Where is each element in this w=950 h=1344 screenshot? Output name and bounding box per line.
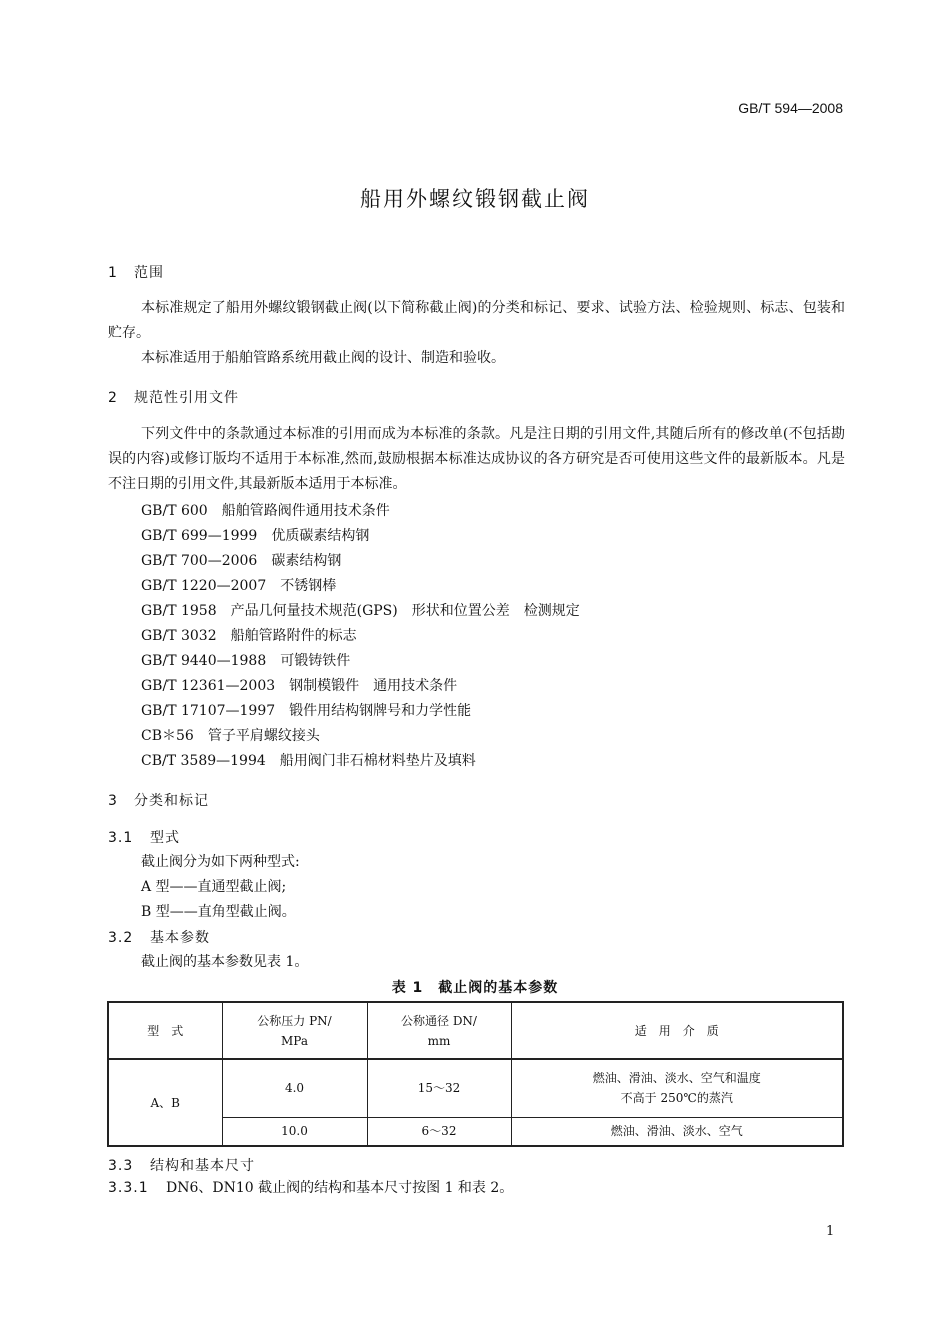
- reference-item: [141, 550, 341, 570]
- reference-code: GB/T 700—2006: [141, 553, 258, 569]
- section-number: 3: [108, 793, 118, 809]
- header-diameter: [367, 1002, 511, 1059]
- section-title: 结构和基本尺寸: [150, 1158, 255, 1174]
- reference-item: [141, 750, 476, 770]
- reference-title: 可锻铸铁件: [280, 653, 351, 669]
- section-number: 3.1: [108, 830, 134, 846]
- table-row: [108, 1059, 843, 1117]
- page-number: 1: [826, 1224, 835, 1239]
- document-title: 船用外螺纹锻钢截止阀: [360, 187, 590, 211]
- reference-code: CB＊56: [141, 728, 194, 744]
- section-3-heading: [108, 790, 209, 810]
- section-2-heading: [108, 387, 239, 407]
- cell-medium: [511, 1059, 843, 1117]
- params-reference-line: 截止阀的基本参数见表 1。: [141, 954, 309, 970]
- type-intro-line: 截止阀分为如下两种型式:: [141, 854, 300, 870]
- cell-medium-line-2: 不高于 250℃的蒸汽: [620, 1091, 733, 1106]
- header-pressure-line-2: MPa: [281, 1033, 308, 1048]
- cell-type: A、B: [108, 1059, 222, 1146]
- header-pressure: [222, 1002, 367, 1059]
- cell-medium-line-1: 燃油、滑油、淡水、空气和温度: [592, 1071, 761, 1086]
- section-title: 型式: [150, 830, 180, 846]
- section-title: 分类和标记: [134, 793, 209, 809]
- reference-code: GB/T 12361—2003: [141, 678, 276, 694]
- section-3-1-heading: [108, 827, 180, 847]
- section-title: 规范性引用文件: [134, 390, 239, 406]
- section-title: 基本参数: [150, 930, 210, 946]
- table-header-row: [108, 1002, 843, 1059]
- cell-pressure: 10.0: [222, 1117, 367, 1146]
- reference-title: 碳素结构钢: [271, 553, 342, 569]
- reference-item: [141, 625, 357, 645]
- reference-item: [141, 700, 471, 720]
- reference-title: 不锈钢棒: [280, 578, 337, 594]
- reference-title: 优质碳素结构钢: [271, 528, 370, 544]
- reference-item: [141, 500, 390, 520]
- standard-number: GB/T 594—2008: [738, 100, 843, 116]
- section-text: DN6、DN10 截止阀的结构和基本尺寸按图 1 和表 2。: [166, 1180, 514, 1196]
- section-title: 范围: [134, 265, 164, 281]
- reference-title: 锻件用结构钢牌号和力学性能: [289, 703, 472, 719]
- header-type: 型 式: [108, 1002, 222, 1059]
- cell-diameter: 15～32: [367, 1059, 511, 1117]
- section-3-3-heading: [108, 1155, 255, 1175]
- type-b-line: B 型——直角型截止阀。: [141, 904, 296, 920]
- reference-title: 船用阀门非石棉材料垫片及填料: [279, 753, 476, 769]
- reference-code: GB/T 1220—2007: [141, 578, 267, 594]
- reference-item: [141, 725, 320, 745]
- section-3-3-1-line: [108, 1176, 513, 1201]
- parameters-table: [107, 1001, 844, 1147]
- cell-pressure: 4.0: [222, 1059, 367, 1117]
- reference-item: [141, 675, 457, 695]
- section-number: 3.2: [108, 930, 134, 946]
- reference-title: 船舶管路阀件通用技术条件: [221, 503, 390, 519]
- header-medium: 适 用 介 质: [511, 1002, 843, 1059]
- section-1-heading: [108, 262, 164, 282]
- header-diameter-line-1: 公称通径 DN/: [401, 1013, 477, 1028]
- header-pressure-line-1: 公称压力 PN/: [257, 1013, 332, 1028]
- reference-code: GB/T 9440—1988: [141, 653, 267, 669]
- reference-code: GB/T 3032: [141, 628, 217, 644]
- section-1-paragraph-2: 本标准适用于船舶管路系统用截止阀的设计、制造和验收。: [141, 350, 505, 366]
- reference-item: [141, 525, 369, 545]
- reference-title: 产品几何量技术规范(GPS) 形状和位置公差 检测规定: [230, 603, 580, 619]
- reference-item: [141, 575, 336, 595]
- reference-item: [141, 650, 350, 670]
- table-caption: 表 1 截止阀的基本参数: [391, 980, 559, 996]
- section-1-paragraph-1: 本标准规定了船用外螺纹锻钢截止阀(以下简称截止阀)的分类和标记、要求、试验方法、检验规则、标志、包装和贮存。: [108, 300, 845, 341]
- reference-title: 船舶管路附件的标志: [230, 628, 357, 644]
- reference-title: 钢制模锻件 通用技术条件: [289, 678, 458, 694]
- section-2-intro: 下列文件中的条款通过本标准的引用而成为本标准的条款。凡是注日期的引用文件,其随后所有的修改单(不包括勘误的内容)或修订版均不适用于本标准,然而,鼓励根据本标准达成协议的各方研究是否可使用这些文件的最新版本。凡是不注日期的引用文件,其最新版本适用于本标准。: [108, 426, 845, 492]
- reference-code: GB/T 699—1999: [141, 528, 258, 544]
- section-number: 3.3: [108, 1158, 134, 1174]
- section-number: 1: [108, 265, 118, 281]
- type-a-line: A 型——直通型截止阀;: [141, 879, 287, 895]
- header-diameter-line-2: mm: [427, 1033, 451, 1048]
- cell-medium: 燃油、滑油、淡水、空气: [511, 1117, 843, 1146]
- reference-code: GB/T 17107—1997: [141, 703, 276, 719]
- reference-code: GB/T 1958: [141, 603, 217, 619]
- section-3-2-heading: [108, 927, 210, 947]
- cell-diameter: 6～32: [367, 1117, 511, 1146]
- reference-code: CB/T 3589—1994: [141, 753, 266, 769]
- section-number: 2: [108, 390, 118, 406]
- reference-item: [141, 600, 580, 620]
- reference-code: GB/T 600: [141, 503, 208, 519]
- reference-title: 管子平肩螺纹接头: [207, 728, 320, 744]
- section-number: 3.3.1: [108, 1180, 149, 1196]
